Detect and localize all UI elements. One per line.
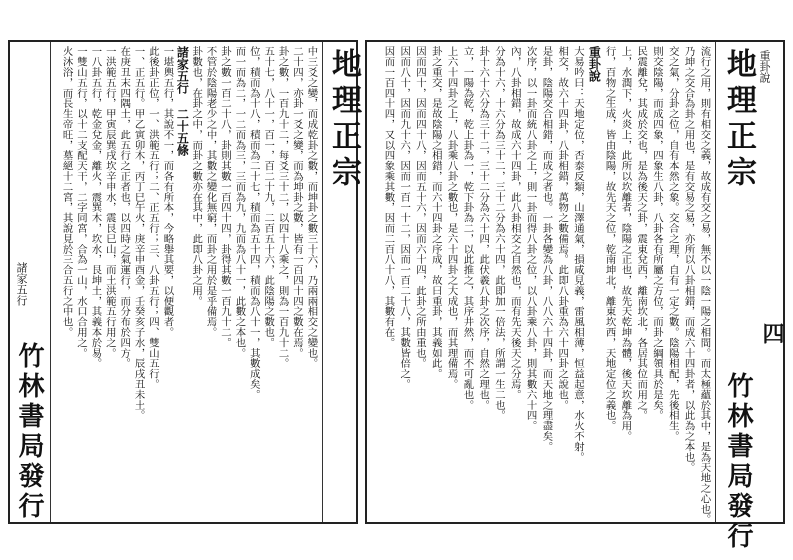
text-column: 重卦說 bbox=[587, 46, 602, 82]
text-column: 是卦，陰陽交合相錯，而成之者也。一卦各變為八卦，八八六十四卦，而天地之理盡矣。 bbox=[540, 46, 553, 452]
text-column: 內，八卦相錯，故成六十四卦，此八卦相交之自然也，而有先天後天之分焉。 bbox=[508, 46, 521, 400]
left-margin-publisher: 竹林書局發行 bbox=[14, 342, 44, 522]
text-column: 上六十四卦之上，八卦乘八卦之數也，是六十四卦之大成也，而其理備焉。 bbox=[445, 46, 458, 390]
text-column: 五十七，八十一，百一，百二十九，二百五十六，此陰陽之數也。 bbox=[262, 46, 275, 348]
text-column: 卦數也，在卦之中，而卦之數亦在其中，此即八卦之用。 bbox=[190, 46, 203, 306]
right-margin-publisher: 竹林書局發行 bbox=[723, 372, 753, 552]
text-column: 一、正五行。甲乙寅卯木，丙丁巳午火，庚辛申酉金，壬癸亥子水，辰戌丑未土。 bbox=[132, 46, 145, 421]
text-column: 立，一陽為乾，乾上卦為一，乾下卦為二，以此推之，其序井然，而不可亂也。 bbox=[461, 46, 474, 410]
text-column: 位，積而為十八，積而為二十七，積而為五十四，積而為八十一，其數成矣。 bbox=[247, 46, 260, 400]
text-column: 相交，故六十四卦，八卦相錯，萬物之數備焉。此即八卦重為六十四卦之說也。 bbox=[556, 46, 569, 410]
text-column: 而一而為二，一二而為三，三而為九，九而為八十一，此數之本也。 bbox=[233, 46, 246, 358]
text-column: 分為十六，十六分為三十二，三十二分為六十四，此即加一倍法，所謂一生二也。 bbox=[493, 46, 505, 421]
left-margin-rule-right bbox=[322, 42, 323, 522]
text-column: 乃坤之交合為卦之用也，是有交易之易，亦所以八卦相錯，而成六十四卦者，以此為之本也。 bbox=[682, 46, 695, 473]
text-column: 一堪輿五行，其說不一，而各有所本，今略舉其要，以便觀者。 bbox=[161, 46, 174, 338]
right-margin-pagenum: 四 bbox=[759, 322, 785, 344]
text-column: 因而四十，因而四十八，因而五十六，因而六十四，此卦之所由重也。 bbox=[414, 46, 426, 369]
text-column: 中三爻之變，而成乾卦之數，而坤卦之數三十六，乃兩兩相交之變也。 bbox=[305, 46, 318, 369]
right-margin-title: 地理正宗 bbox=[721, 48, 756, 192]
text-column: 因而八十，因而九十六，因而一百一十二，因而一百二十八，其數皆倍之。 bbox=[398, 46, 411, 390]
text-column: 卦十六十六分為三十二，三十二分為六十四，此伏羲八卦之次序，自然之理也。 bbox=[477, 46, 490, 410]
text-column: 諸家五行 二十五條 bbox=[175, 46, 190, 156]
text-column: 次序，以一卦而統八卦之上，則一卦而得八卦之位，以八卦乘八卦，則其數六十四。 bbox=[524, 46, 537, 431]
text-column: 民震離兌，其成於交也，是為後天之卦，震東兌西，離南坎北，各居其位而用之。 bbox=[635, 46, 648, 421]
text-column: 一雙山五行，以十二支配天干，二字同宮，合為一山，水口合用之。 bbox=[75, 46, 87, 358]
text-column: 上，水潤下，火炎上，此所以坎離者，陰陽之正也，故先天乾坤為體，後天坎離為用。 bbox=[619, 46, 632, 442]
text-column: 卦之數，一百九十二，每爻三十二，以四十八乘之，則為一百九十二。 bbox=[276, 46, 289, 369]
left-margin-title: 地理正宗 bbox=[326, 48, 361, 192]
text-column: 卦之數一百二十八，卦則其數一百四十四，卦得其數一百九十二。 bbox=[219, 46, 231, 348]
text-column: 因而一百四十四，又以四象乘其數，因而二百八十八，其數有在。 bbox=[382, 46, 395, 348]
text-column: 大易吟曰：天地定位，否泰反類，山澤通氣，損咸見義，雷風相薄，恒益起意，水火不射。 bbox=[572, 46, 584, 462]
text-column: 流行之用，則有相交之義，故成有交之易，無不以一陰一陽之相間。而太極蘊於其中，是為天地之心也。 bbox=[698, 46, 711, 525]
left-page bbox=[8, 40, 361, 524]
text-column: 一八卦五行，乾金兌金，離火，震巽木，坎水，艮坤土，其義本於易。 bbox=[89, 46, 102, 369]
text-column: 火沐浴，而長生帝旺，墓絕十二宮，其說見於三合五行之中也。 bbox=[60, 46, 73, 338]
text-column: 一洪範五行，甲寅辰巽戌坎辛申水，震艮巳山，而土洪範五行用之。 bbox=[103, 46, 116, 358]
text-column: 此後卦正位，一、洪範五行；二、正五行；三、八卦五行；四、雙山五行。 bbox=[147, 46, 159, 390]
left-margin-rule bbox=[50, 42, 51, 522]
text-column: 在庚丑末四隅土，此五行之正者也，以四時之氣運行，而分布於四方。 bbox=[118, 46, 131, 369]
text-column: 卦之重交，是故陰陽之相錯，而六十四卦之序成，故曰重卦，其義如此。 bbox=[429, 46, 442, 379]
text-column: 二十四，亦卦一爻之變，而為坤卦之數，皆有一百四十四之數在焉。 bbox=[291, 46, 303, 358]
text-column: 交之氣，分卦之位，自有本然之象。交合之理，自有一定之數。陰陽相配，先後相生。 bbox=[666, 46, 679, 442]
right-margin-rule bbox=[715, 42, 716, 522]
right-page bbox=[365, 40, 785, 552]
right-margin-subtitle: 重卦說 bbox=[758, 50, 771, 83]
text-column: 不管於陰陽老少之中，其數之變化無窮，而卦之用於是乎備焉。 bbox=[204, 46, 217, 338]
text-column: 行，百物之生成，皆由陰陽，故先天之位，乾南坤北，離東坎西，天地定位之義也。 bbox=[603, 46, 616, 431]
left-margin-subtitle: 諸家五行 bbox=[15, 262, 28, 306]
text-column: 則交陰陽，而成四象，四象生八卦，八卦各有所屬之方位，而卦之綱領具於是矣。 bbox=[651, 46, 663, 421]
